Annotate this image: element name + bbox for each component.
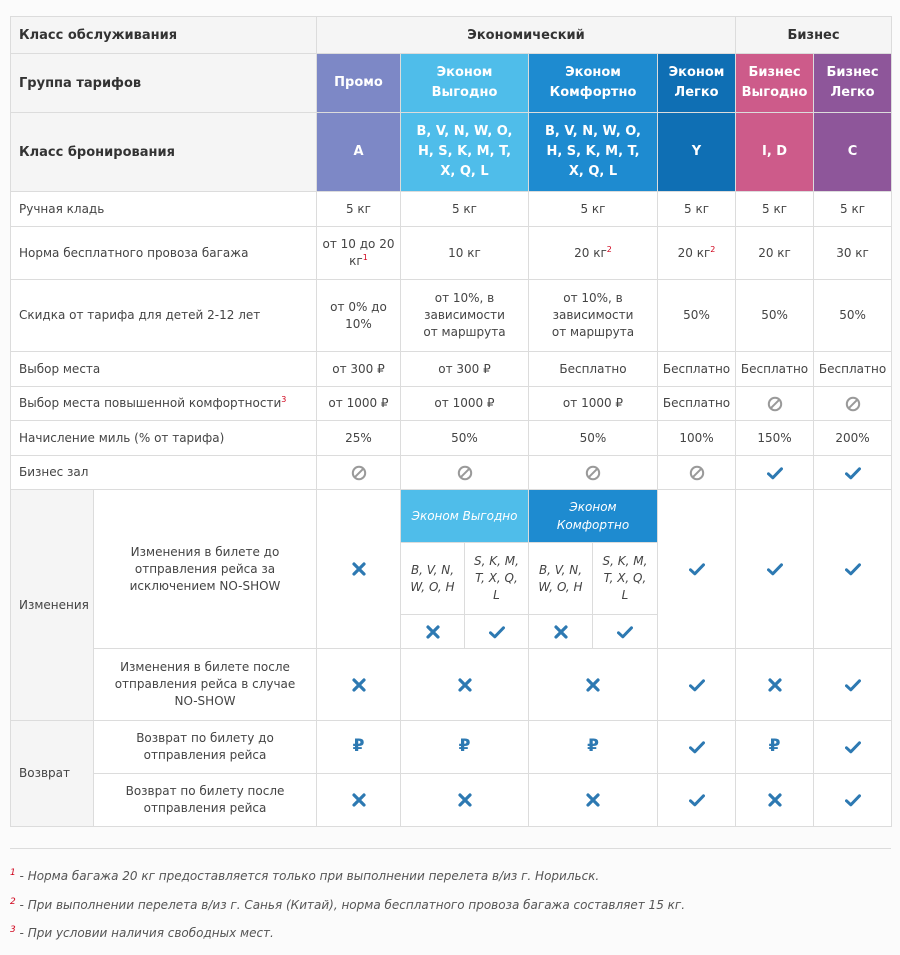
baggage-row: [11, 227, 892, 280]
footnote-number: 2: [10, 897, 16, 907]
cell: [736, 456, 814, 490]
cell: [814, 456, 892, 490]
cell: [529, 649, 658, 721]
cell-text: от 10 до 20: [322, 237, 395, 251]
cell: [736, 774, 814, 827]
cell: 50%: [529, 421, 658, 456]
cell: от 300 ₽: [401, 352, 529, 387]
cell: [658, 456, 736, 490]
changes-after-label: Изменения в билете после отправления рейса в случае NO-SHOW: [94, 649, 317, 721]
fare-name-line1: Эконом: [668, 65, 725, 80]
fare-group-label: Группа тарифов: [11, 54, 317, 113]
cell: 25%: [317, 421, 401, 456]
check-icon: [767, 465, 783, 481]
cross-icon: [351, 561, 367, 577]
cell: от 10%, в зависимости от маршрута: [529, 280, 658, 352]
refund-before-row: [11, 721, 892, 774]
cell-text: кг: [349, 254, 363, 268]
not-available-icon: [689, 465, 705, 481]
booking-biznes-vygodno: I, D: [736, 113, 814, 192]
miles-row: [11, 421, 892, 456]
cell: [401, 774, 529, 827]
cell: [401, 456, 529, 490]
service-class-row: [11, 17, 892, 54]
cell: [317, 456, 401, 490]
cell: [401, 649, 529, 721]
cell: 50%: [401, 421, 529, 456]
cell: [529, 721, 658, 774]
footnote-ref: 2: [710, 244, 716, 254]
cell: [317, 649, 401, 721]
footnote-ref: 1: [362, 253, 368, 262]
ruble-icon: ₽: [458, 736, 471, 756]
fare-group-row: [11, 54, 892, 113]
cell: [814, 490, 892, 649]
check-icon: [845, 677, 861, 693]
check-icon: [845, 792, 861, 808]
cell: 200%: [814, 421, 892, 456]
fare-name-line1: Бизнес: [748, 65, 801, 80]
cross-icon: [553, 624, 569, 640]
fare-name-line2: Комфортно: [549, 85, 637, 100]
econom-komfortno-subheader: Эконом Комфортно: [529, 490, 658, 543]
row-label: Норма бесплатного провоза багажа: [11, 227, 317, 280]
fare-promo: [317, 54, 401, 113]
cross-icon: [457, 792, 473, 808]
changes-label: Изменения: [11, 490, 94, 721]
cell: 100%: [658, 421, 736, 456]
booking-econom-komfortno: B, V, N, W, O, H, S, K, M, T, X, Q, L: [529, 113, 658, 192]
econom-vygodno-subheader: Эконом Выгодно: [401, 490, 529, 543]
cell: 10 кг: [401, 227, 529, 280]
ruble-icon: ₽: [768, 736, 781, 756]
cell: 50%: [658, 280, 736, 352]
cell: [529, 615, 593, 649]
not-available-icon: [845, 396, 861, 412]
seat-selection-row: [11, 352, 892, 387]
ruble-icon: ₽: [352, 736, 365, 756]
fare-biznes-legko: [814, 54, 892, 113]
cell: 5 кг: [658, 192, 736, 227]
booking-class-label: Класс бронирования: [11, 113, 317, 192]
cell: Бесплатно: [736, 352, 814, 387]
fare-name-line2: Легко: [830, 85, 875, 100]
fare-econom-legko: [658, 54, 736, 113]
ruble-icon: ₽: [587, 736, 599, 756]
cell: [401, 721, 529, 774]
cell: [814, 774, 892, 827]
check-icon: [845, 561, 861, 577]
fare-econom-komfortno: [529, 54, 658, 113]
fare-name-line1: Бизнес: [826, 65, 879, 80]
not-available-icon: [585, 465, 601, 481]
cell: Бесплатно: [529, 352, 658, 387]
cell: [529, 227, 658, 280]
cell-text: 20 кг: [677, 245, 711, 260]
cross-icon: [351, 677, 367, 693]
cell: [529, 456, 658, 490]
cell: 5 кг: [814, 192, 892, 227]
refund-before-label: Возврат по билету до отправления рейса: [94, 721, 317, 774]
not-available-icon: [351, 465, 367, 481]
cell: [814, 387, 892, 421]
child-discount-row: [11, 280, 892, 352]
cell: [658, 490, 736, 649]
fare-name: Промо: [334, 75, 383, 90]
check-icon: [489, 624, 505, 640]
subclass-cell: B, V, N, W, O, H: [401, 543, 465, 615]
cell: 5 кг: [529, 192, 658, 227]
booking-promo: A: [317, 113, 401, 192]
cell: 150%: [736, 421, 814, 456]
cell: 5 кг: [401, 192, 529, 227]
booking-biznes-legko: C: [814, 113, 892, 192]
tariff-table-wrapper: [10, 16, 892, 827]
check-icon: [767, 561, 783, 577]
row-label: Ручная кладь: [11, 192, 317, 227]
cell: [658, 721, 736, 774]
subclass-cell: S, K, M, T, X, Q, L: [465, 543, 529, 615]
row-label: Начисление миль (% от тарифа): [11, 421, 317, 456]
cell: [529, 774, 658, 827]
footnotes: [10, 848, 891, 940]
cell: [401, 615, 465, 649]
booking-econom-vygodno: B, V, N, W, O, H, S, K, M, T, X, Q, L: [401, 113, 529, 192]
refund-label: Возврат: [11, 721, 94, 827]
fare-biznes-vygodno: [736, 54, 814, 113]
check-icon: [689, 792, 705, 808]
cell: [736, 387, 814, 421]
cross-icon: [767, 677, 783, 693]
cell: [317, 774, 401, 827]
cell: Бесплатно: [814, 352, 892, 387]
cell: [658, 774, 736, 827]
check-icon: [617, 624, 633, 640]
cell: Бесплатно: [658, 352, 736, 387]
comfort-seat-row: [11, 387, 892, 421]
row-label: [11, 387, 317, 421]
row-label: Скидка от тарифа для детей 2-12 лет: [11, 280, 317, 352]
fare-name-line1: Эконом: [565, 65, 621, 80]
cell: от 1000 ₽: [529, 387, 658, 421]
footnote-1: [10, 869, 599, 883]
cell: [593, 615, 658, 649]
fare-econom-vygodno: [401, 54, 529, 113]
footnote-text: - Норма багажа 20 кг предоставляется только при выполнении перелета в/из г. Норильск.: [15, 869, 600, 883]
cross-icon: [351, 792, 367, 808]
cell: [317, 490, 401, 649]
cross-icon: [585, 677, 601, 693]
subclass-cell: B, V, N, W, O, H: [529, 543, 593, 615]
changes-subheader-row: [11, 490, 892, 543]
not-available-icon: [457, 465, 473, 481]
cell: от 1000 ₽: [401, 387, 529, 421]
row-label-text: Выбор места повышенной комфортности: [19, 396, 282, 410]
refund-after-row: [11, 774, 892, 827]
cross-icon: [457, 677, 473, 693]
cell: 20 кг: [736, 227, 814, 280]
footnote-text: - При выполнении перелета в/из г. Санья (Китай), норма бесплатного провоза багажа составляет 15 кг.: [15, 898, 686, 912]
footnote-2: [10, 898, 685, 912]
fare-name-line1: Эконом: [436, 65, 493, 80]
check-icon: [845, 465, 861, 481]
footnote-3: [10, 926, 274, 940]
cell: от 0% до 10%: [317, 280, 401, 352]
cell: от 300 ₽: [317, 352, 401, 387]
footnote-text: - При условии наличия свободных мест.: [15, 926, 274, 940]
cell: 5 кг: [317, 192, 401, 227]
cell: [736, 649, 814, 721]
not-available-icon: [767, 396, 783, 412]
cell: [317, 721, 401, 774]
hand-luggage-row: [11, 192, 892, 227]
cell: [658, 227, 736, 280]
cell: 30 кг: [814, 227, 892, 280]
check-icon: [845, 739, 861, 755]
changes-after-row: [11, 649, 892, 721]
check-icon: [689, 677, 705, 693]
fare-name-line2: Выгодно: [741, 85, 808, 100]
tariff-table: [10, 16, 892, 827]
cell: [736, 490, 814, 649]
cell: [736, 721, 814, 774]
cell: [814, 649, 892, 721]
cell: [658, 649, 736, 721]
check-icon: [689, 739, 705, 755]
cell: от 1000 ₽: [317, 387, 401, 421]
cell: [814, 721, 892, 774]
fare-name-line2: Выгодно: [431, 85, 498, 100]
booking-class-row: [11, 113, 892, 192]
cell: 50%: [736, 280, 814, 352]
check-icon: [689, 561, 705, 577]
cell: 50%: [814, 280, 892, 352]
cross-icon: [767, 792, 783, 808]
economy-header: Экономический: [317, 17, 736, 54]
subclass-cell: S, K, M, T, X, Q, L: [593, 543, 658, 615]
cell: [465, 615, 529, 649]
footnote-ref: 3: [281, 395, 287, 404]
business-header: Бизнес: [736, 17, 892, 54]
business-lounge-row: [11, 456, 892, 490]
footnote-number: 3: [10, 925, 16, 935]
changes-before-label: Изменения в билете до отправления рейса за исключением NO-SHOW: [94, 490, 317, 649]
cell: от 10%, в зависимости от маршрута: [401, 280, 529, 352]
fare-name-line2: Легко: [674, 85, 719, 100]
refund-after-label: Возврат по билету после отправления рейса: [94, 774, 317, 827]
cell: Бесплатно: [658, 387, 736, 421]
row-label: Выбор места: [11, 352, 317, 387]
cell-text: 20 кг: [574, 245, 607, 260]
footnote-number: 1: [10, 868, 16, 878]
footnote-ref: 2: [606, 244, 612, 254]
row-label: Бизнес зал: [11, 456, 317, 490]
cross-icon: [585, 792, 601, 808]
booking-econom-legko: Y: [658, 113, 736, 192]
service-class-label: Класс обслуживания: [11, 17, 317, 54]
cross-icon: [425, 624, 441, 640]
cell: [317, 227, 401, 280]
cell: 5 кг: [736, 192, 814, 227]
